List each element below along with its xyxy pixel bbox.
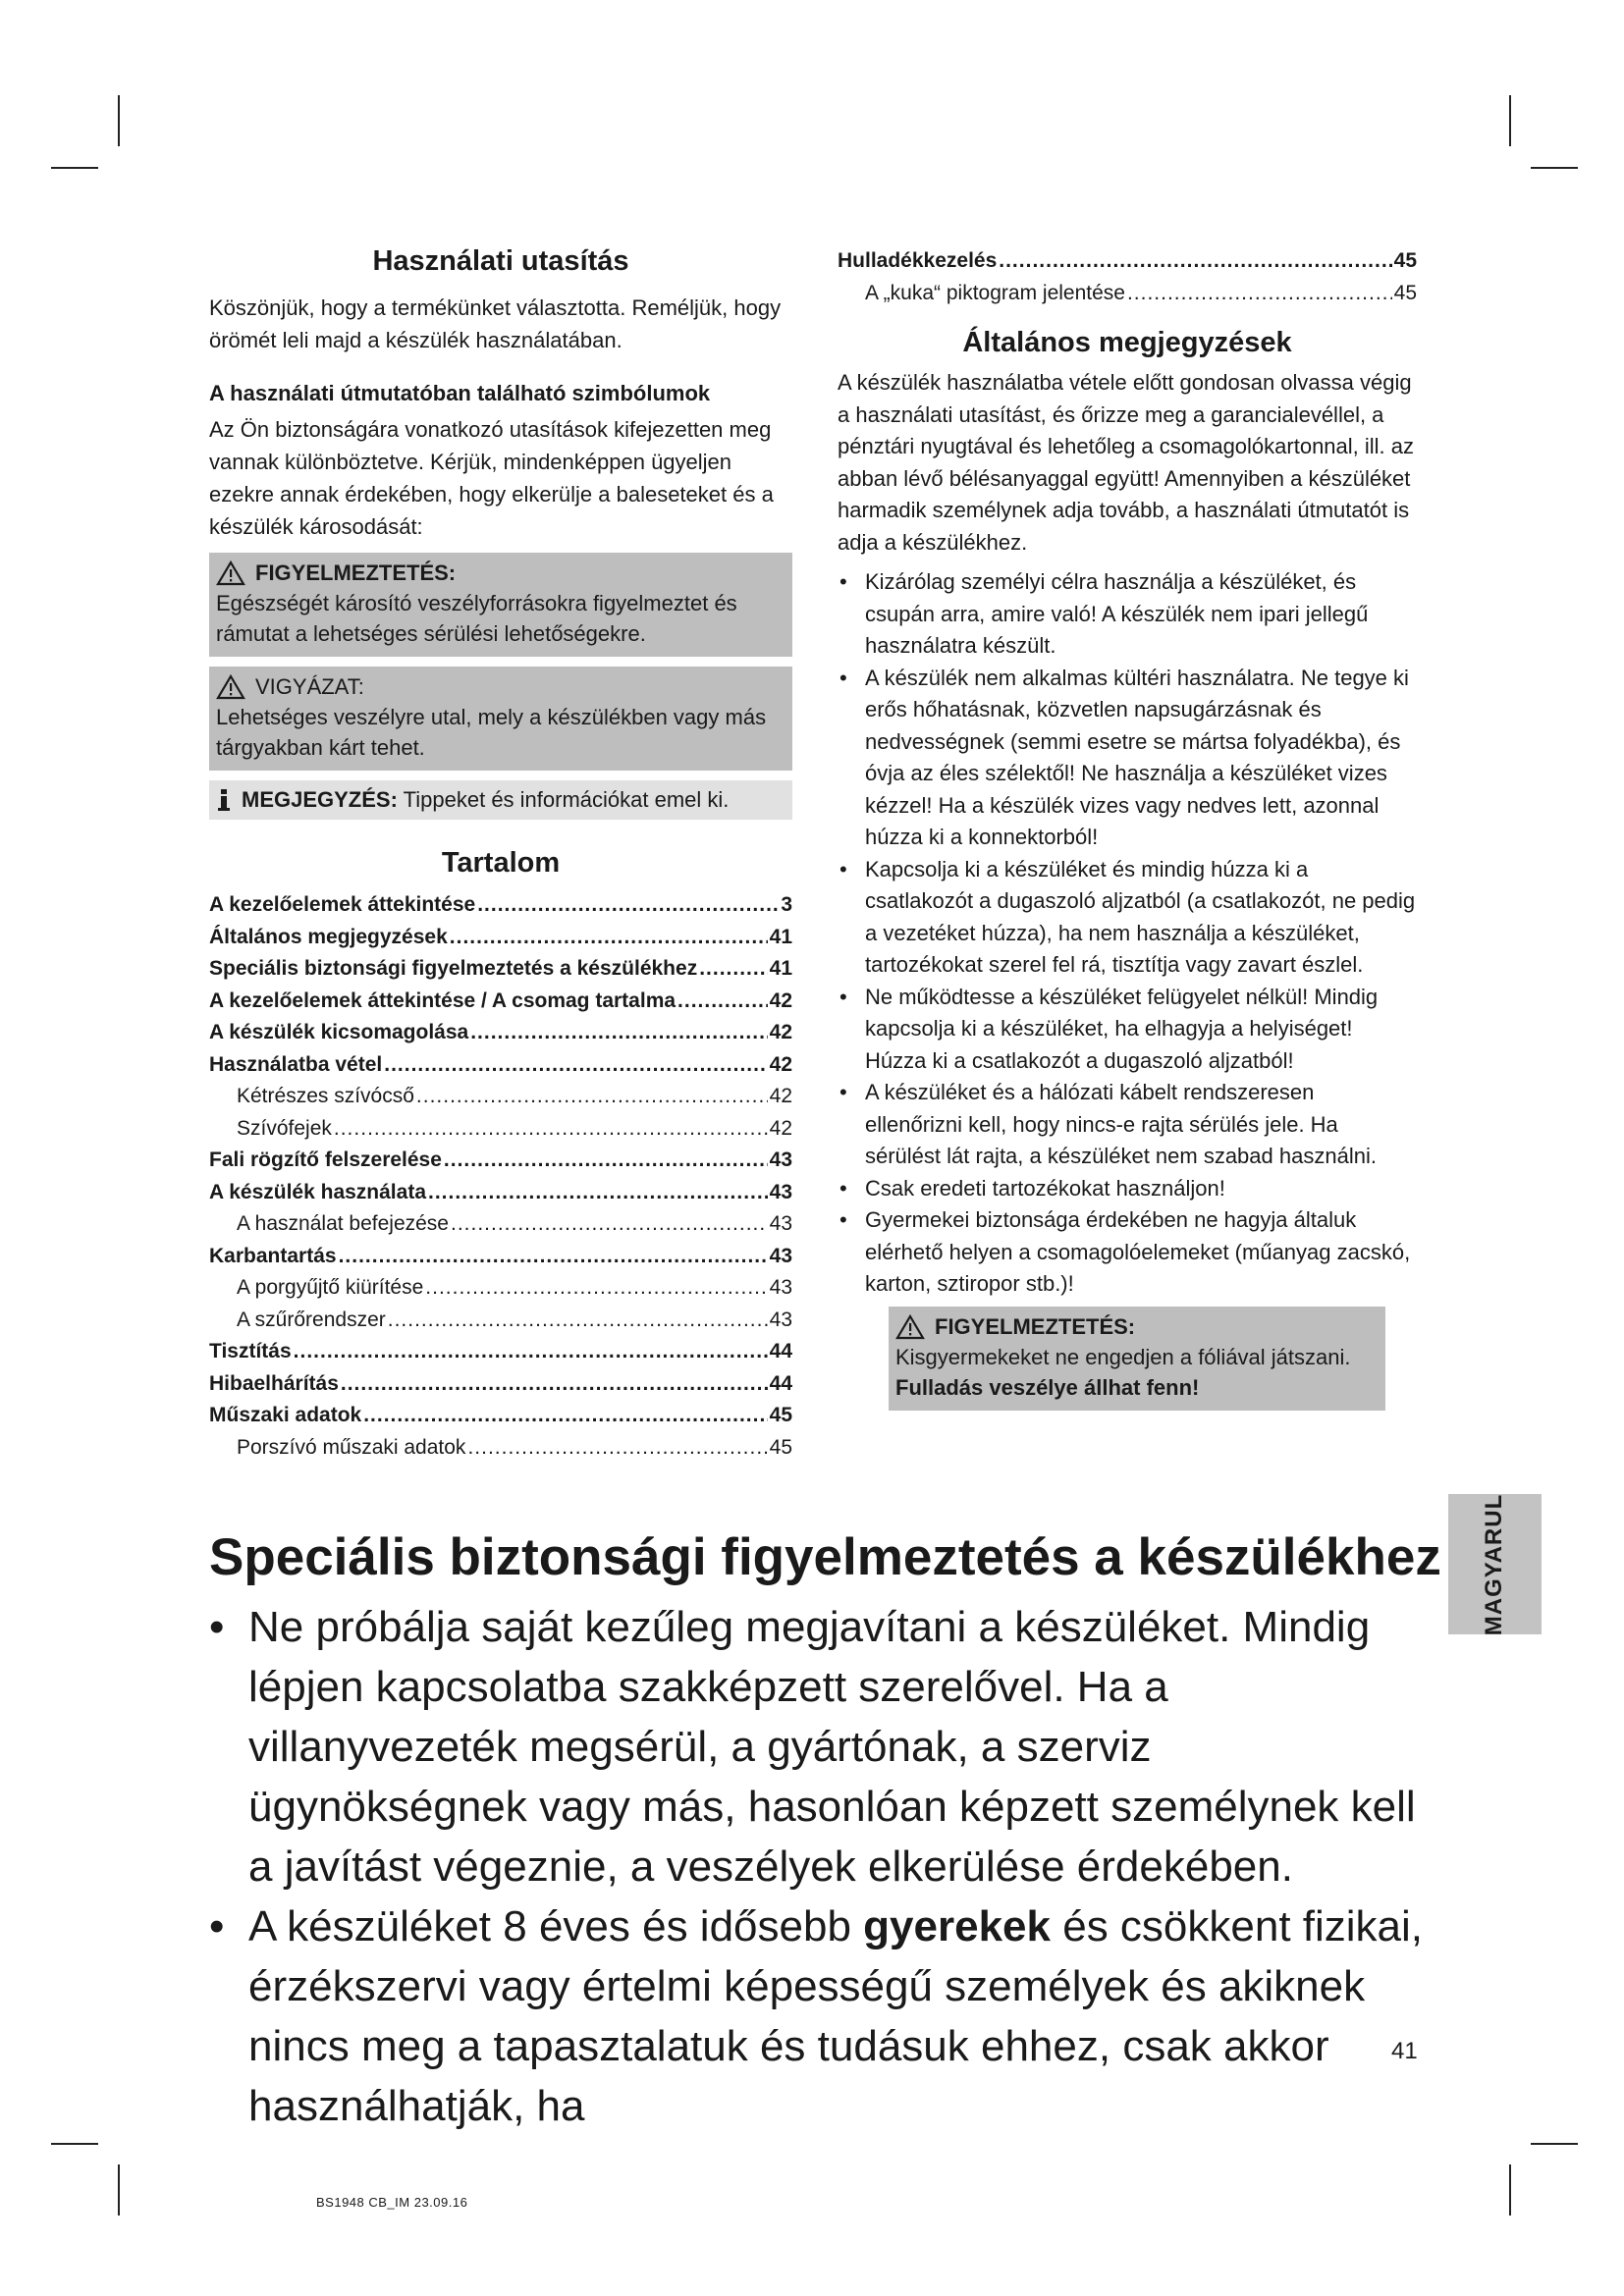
toc-leader-dots [416,1081,768,1113]
general-notes-title: Általános megjegyzések [962,327,1292,358]
right-column [838,245,1417,1411]
toc-entry-title: A használat befejezése [237,1212,449,1235]
toc-leader-dots [444,1145,768,1177]
toc-entry-title: Általános megjegyzések [209,925,448,948]
toc-entry [209,1305,792,1337]
bullet-item: • Ne működtesse a készüléket felügyelet nélkül! Mindig kapcsolja ki a készüléket, ha elhagyja a helyiséget! Húzza ki a csatlakozót a dugaszoló aljzatból! [838,982,1417,1078]
toc-entry-page: 42 [769,1021,792,1043]
toc-entry-title: Porszívó műszaki adatok [237,1435,466,1459]
toc-leader-dots [384,1049,767,1082]
toc-entry [209,1081,792,1113]
toc-entry [209,1336,792,1368]
special-safety-section [209,1526,1441,2136]
child-warning-box [889,1307,1385,1411]
warning-box [209,553,792,657]
toc-entry-page: 44 [769,1340,792,1362]
toc-entry-page: 43 [769,1244,792,1267]
toc-leader-dots [388,1305,768,1337]
crop-mark [1509,2164,1511,2216]
toc-leader-dots [470,1017,767,1049]
toc-entry-title: A „kuka“ piktogram jelentése [865,281,1125,304]
caution-text: Lehetséges veszélyre utal, mely a készülékben vagy más tárgyakban kárt tehet. [216,705,767,760]
toc-leader-dots [677,986,768,1018]
special-safety-title: Speciális biztonsági figyelmeztetés a készülékhez [209,1528,1441,1586]
caution-triangle-icon [216,674,245,700]
toc-leader-dots [451,1208,768,1241]
toc-leader-dots [341,1368,768,1401]
toc-entry [209,1177,792,1209]
toc-entry [209,1145,792,1177]
toc-entry-title: A porgyűjtő kiürítése [237,1276,424,1299]
toc-leader-dots [450,922,768,954]
general-notes-list [838,566,1417,1301]
child-warning-label: FIGYELMEZTETÉS: [935,1313,1136,1339]
toc-leader-dots [428,1177,768,1209]
toc-leader-dots [363,1400,767,1432]
manual-title: Használati utasítás [372,245,629,277]
toc-entry-page: 42 [769,1085,792,1107]
toc-entry-page: 43 [769,1308,792,1331]
toc-entry-page: 41 [769,957,792,980]
toc-leader-dots [467,1432,767,1465]
crop-mark [1509,95,1511,146]
toc-entry-title: A készülék kicsomagolása [209,1021,469,1043]
note-box [209,780,792,820]
toc-entry-page: 42 [769,1116,792,1140]
warning-label: FIGYELMEZTETÉS: [255,561,457,585]
toc-entry-title: Használatba vétel [209,1052,383,1076]
toc-leader-dots [1127,278,1392,310]
toc-entry-title: A kezelőelemek áttekintése [209,893,476,916]
toc-entry [209,986,792,1018]
toc-leader-dots [699,953,767,986]
toc-entry-page: 3 [781,893,792,916]
special-bullet-bold: gyerekek [863,1902,1051,1950]
crop-mark [1531,167,1578,169]
toc-entry-title: Tisztítás [209,1340,292,1362]
crop-mark [118,2164,120,2216]
toc-entry-title: Speciális biztonsági figyelmeztetés a készülékhez [209,957,698,980]
language-label: MAGYARUL [1481,1493,1508,1635]
toc-entry-title: Fali rögzítő felszerelése [209,1148,442,1171]
toc-entry [209,1208,792,1241]
toc-entry-title: Műszaki adatok [209,1404,362,1426]
crop-mark [118,95,120,146]
toc-entry-title: Hibaelhárítás [209,1371,339,1395]
note-label: MEGJEGYZÉS: [242,787,398,812]
general-notes-intro: A készülék használatba vétele előtt gondosan olvassa végig a használati utasítást, és őrizze meg a garancialevéllel, a pénztári nyugtával és lehetőleg a csomagolókartonnal, ill. az abban lévő bélésanyaggal együtt! Amennyiben a készüléket harmadik személynek adja tovább, a használati útmutatót is adja a készülékhez. [838,370,1415,555]
toc-entry-page: 43 [769,1276,792,1299]
toc-title: Tartalom [441,847,561,879]
child-warning-bold: Fulladás veszélye állhat fenn! [895,1374,1200,1400]
bullet-item: • Kizárólag személyi célra használja a készüléket, és csupán arra, amire való! A készülék nem ipari jellegű használatra készült. [838,566,1417,663]
toc-entry-page: 45 [769,1435,792,1459]
toc-entry [209,1113,792,1146]
bullet-item: • A készülék nem alkalmas kültéri használatra. Ne tegye ki erős hőhatásnak, közvetlen napsugárzásnak és nedvességnek (semmi esetre se mártsa folyadékba), és óvja az éles szélektől! Ne használja a készüléket vizes kézzel! Ha a készülék vizes vagy nedves lett, azonnal húzza ki a konnektorból! [838,663,1417,854]
toc-entry [209,953,792,986]
toc-entry-title: A szűrőrendszer [237,1308,386,1331]
toc-entry-page: 41 [769,925,792,948]
toc-leader-dots [294,1336,768,1368]
toc-leader-dots [999,245,1391,278]
toc-entry-page: 44 [769,1371,792,1395]
warning-triangle-icon [216,561,245,586]
special-bullet-text: és csökkent fizikai, érzékszervi vagy értelmi képességű személyek és akiknek nincs meg a tapasztalatuk és tudásuk ehhez, csak akkor használhatják, ha [248,1902,1424,2130]
page-number: 41 [1391,2038,1418,2064]
table-of-contents [209,889,792,1464]
toc-entry [209,1049,792,1082]
bullet-item: • Gyermekei biztonsága érdekében ne hagyja általuk elérhető helyen a csomagolóelemeket (műanyag zacskó, karton, sztiropor stb.)! [838,1204,1417,1301]
toc-entry-page: 42 [769,988,792,1012]
symbols-text: Az Ön biztonságára vonatkozó utasítások kifejezetten meg vannak különböztetve. Kérjük, mindenképpen ügyeljen ezekre annak érdekében, hogy elkerülje a baleseteket és a készülék károsodását: [209,417,774,539]
toc-entry-page: 43 [769,1212,792,1235]
toc-leader-dots [339,1241,768,1273]
special-bullet: • Ne próbálja saját kezűleg megjavítani a készüléket. Mindig lépjen kapcsolatba szakképzett szerelővel. Ha a villanyvezeték megsérül, a gyártónak, a szerviz ügynökségnek vagy más, hasonlóan képzett személynek kell a javítást végeznie, a veszélyek elkerülése érdekében. [209,1597,1436,1896]
caution-box [209,667,792,771]
toc-entry [209,1432,792,1465]
intro-text: Köszönjük, hogy a termékünket választotta. Reméljük, hogy örömét leli majd a készülék használatában. [209,295,782,352]
toc-entry [209,1400,792,1432]
toc-entry [209,1272,792,1305]
left-column [209,245,792,1464]
footer-code: BS1948 CB_IM 23.09.16 [316,2195,468,2210]
toc-entry-title: Karbantartás [209,1244,337,1267]
toc-entry-title: A készülék használata [209,1180,426,1203]
toc-entry [209,922,792,954]
note-text: Tippeket és információkat emel ki. [403,787,730,812]
toc-entry-page: 43 [769,1148,792,1171]
warning-triangle-icon [895,1314,925,1340]
bullet-item: • Csak eredeti tartozékokat használjon! [838,1173,1417,1205]
toc-entry [838,245,1417,278]
toc-entry [209,1017,792,1049]
crop-mark [1531,2143,1578,2145]
toc-entry-page: 42 [769,1052,792,1076]
toc-leader-dots [425,1272,767,1305]
toc-entry-title: Kétrészes szívócső [237,1085,414,1107]
toc-entry-page: 45 [769,1404,792,1426]
toc-entry-title: A kezelőelemek áttekintése / A csomag tartalma [209,988,677,1012]
toc-entry-page: 45 [1393,281,1417,304]
toc-entry [838,278,1417,310]
toc-entry [209,1241,792,1273]
warning-text: Egészségét károsító veszélyforrásokra figyelmeztet és rámutat a lehetséges sérülési lehetőségekre. [216,591,737,646]
bullet-item: • A készüléket és a hálózati kábelt rendszeresen ellenőrizni kell, hogy nincs-e rajta sérülés jele. Ha sérülést lát rajta, a készüléket nem szabad használni. [838,1077,1417,1173]
toc-leader-dots [334,1113,768,1146]
toc-leader-dots [477,889,779,922]
special-bullet-text: A készüléket 8 éves és idősebb [248,1902,864,1950]
toc-entry-title: Hulladékkezelés [838,249,998,272]
crop-mark [51,167,98,169]
toc-entry [209,889,792,922]
symbols-heading: A használati útmutatóban található szimbólumok [209,381,711,405]
info-icon [216,788,232,812]
toc-entry [209,1368,792,1401]
language-tab [1448,1494,1542,1634]
bullet-item: • Kapcsolja ki a készüléket és mindig húzza ki a csatlakozót a dugaszoló aljzatból (a csatlakozót, ne pedig a vezetéket húzza), ha nem használja a készüléket, tartozékokat szerel fel rá, tisztítja vagy zavart észlel. [838,854,1417,982]
toc-entry-title: Szívófejek [237,1116,332,1140]
table-of-contents-continued [838,245,1417,309]
child-warning-text: Kisgyermekeket ne engedjen a fóliával játszani. [895,1344,1351,1369]
special-bullet [209,1896,1436,2136]
caution-label: VIGYÁZAT: [255,674,364,699]
toc-entry-page: 43 [769,1180,792,1203]
crop-mark [51,2143,98,2145]
toc-entry-page: 45 [1393,249,1417,272]
